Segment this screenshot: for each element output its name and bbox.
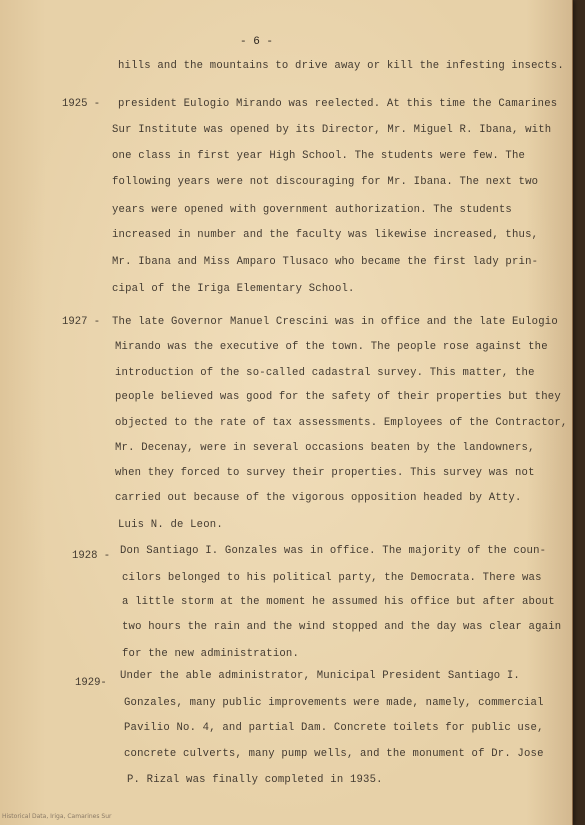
text-line: president Eulogio Mirando was reelected. At this time the Camarines [118,98,558,110]
text-line: when they forced to survey their properties. This survey was not [115,467,535,479]
text-line: Sur Institute was opened by its Director, Mr. Miguel R. Ibana, with [112,124,552,136]
text-line: introduction of the so-called cadastral survey. This matter, the [115,367,535,379]
text-line: cilors belonged to his political party, the Democrata. There was [122,572,542,584]
text-line: hills and the mountains to drive away or kill the infesting insects. [118,60,564,72]
text-line: objected to the rate of tax assessments. Employees of the Contractor, [115,417,568,429]
text-line: concrete culverts, many pump wells, and the monument of Dr. Jose [124,748,544,760]
text-line: Under the able administrator, Municipal President Santiago I. [120,670,520,682]
text-line: increased in number and the faculty was likewise increased, thus, [112,229,539,241]
text-line: Mr. Ibana and Miss Amparo Tlusaco who became the first lady prin- [112,256,539,268]
text-line: following years were not discouraging for Mr. Ibana. The next two [112,176,539,188]
text-line: Gonzales, many public improvements were made, namely, commercial [124,697,544,709]
text-line: Pavilio No. 4, and partial Dam. Concrete toilets for public use, [124,722,544,734]
text-line: The late Governor Manuel Crescini was in office and the late Eulogio [112,316,558,328]
text-line: Don Santiago I. Gonzales was in office. The majority of the coun- [120,545,547,557]
text-line: a little storm at the moment he assumed his office but after about [122,596,555,608]
year-label-1928: 1928 - [72,550,111,562]
text-line: for the new administration. [122,648,300,660]
page-number: - 6 - [240,36,274,48]
footer-caption: Historical Data, Iriga, Camarines Sur [2,813,112,820]
year-label-1929: 1929- [75,677,107,689]
year-label-1927: 1927 - [62,316,101,328]
text-line: two hours the rain and the wind stopped and the day was clear again [122,621,562,633]
text-line: Mirando was the executive of the town. The people rose against the [115,341,548,353]
text-line: cipal of the Iriga Elementary School. [112,283,355,295]
text-line: years were opened with government authorization. The students [112,204,512,216]
text-line: P. Rizal was finally completed in 1935. [127,774,383,786]
text-line: people believed was good for the safety of their properties but they [115,391,561,403]
text-line: Luis N. de Leon. [118,519,223,531]
year-label-1925: 1925 - [62,98,101,110]
text-line: Mr. Decenay, were in several occasions beaten by the landowners, [115,442,535,454]
text-line: carried out because of the vigorous opposition headed by Atty. [115,492,522,504]
text-line: one class in first year High School. The students were few. The [112,150,526,162]
